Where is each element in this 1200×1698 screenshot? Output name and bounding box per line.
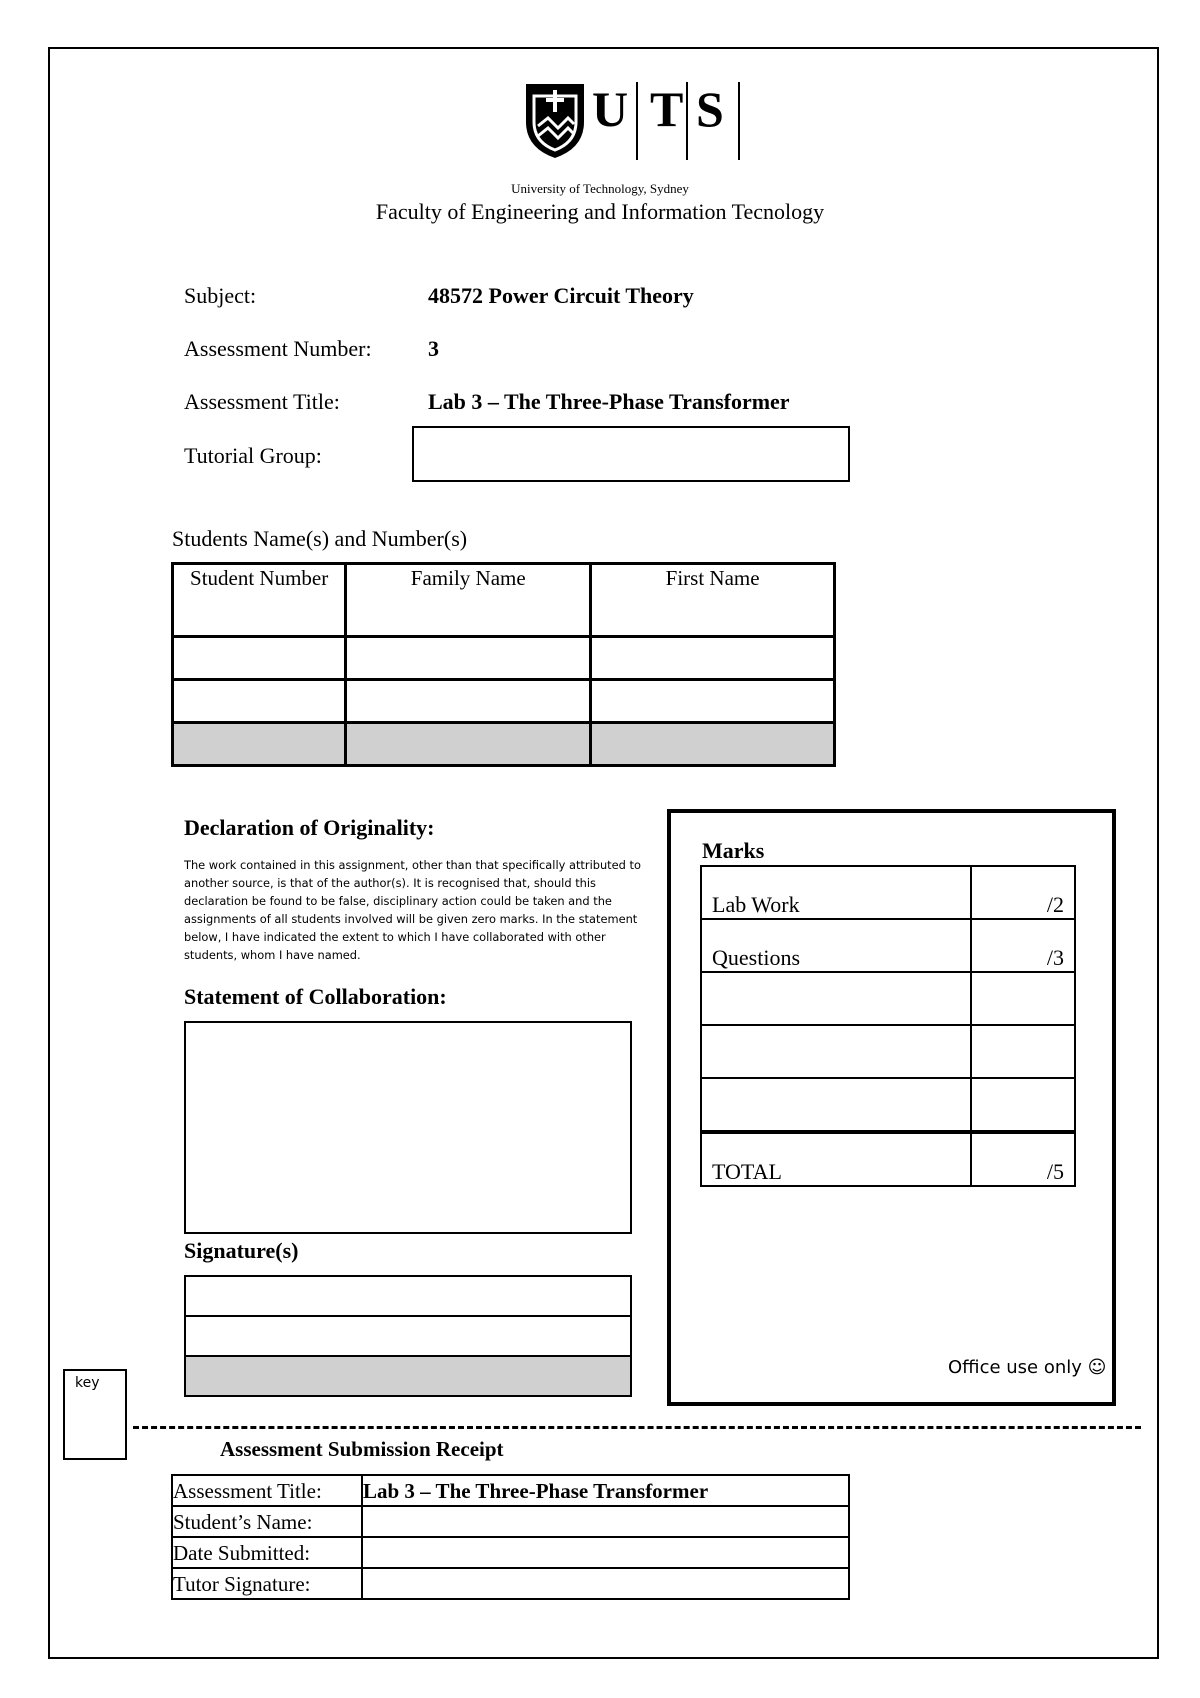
collaboration-statement-field[interactable] [184,1021,632,1234]
subject-value: 48572 Power Circuit Theory [428,283,694,308]
collaboration-heading: Statement of Collaboration: [184,984,447,1009]
marks-row [701,972,1075,1025]
receipt-value[interactable]: Lab 3 – The Three-Phase Transformer [362,1475,849,1506]
marks-row [701,1132,1075,1186]
receipt-value[interactable] [362,1568,849,1599]
receipt-label: Student’s Name: [172,1506,362,1537]
signature-field[interactable] [185,1356,631,1396]
marks-title: Marks [702,838,765,863]
signature-table [184,1275,632,1397]
table-row [172,1537,849,1568]
mark-label: Questions [701,919,971,972]
marks-row [701,919,1075,972]
mark-label: Lab Work [701,866,971,919]
mark-label [701,1078,971,1132]
family-name-cell[interactable] [346,723,591,766]
assessment-title-label: Assessment Title: [184,389,340,414]
mark-out-of[interactable] [971,1078,1075,1132]
mark-total-label: TOTAL [701,1132,971,1186]
table-row [173,723,835,766]
col-family-name: Family Name [346,564,591,637]
receipt-heading: Assessment Submission Receipt [220,1437,504,1461]
university-name: University of Technology, Sydney [511,181,689,196]
first-name-cell[interactable] [591,637,835,680]
key-box: key [63,1369,127,1460]
first-name-cell[interactable] [591,680,835,723]
tutorial-group-field[interactable] [412,426,850,482]
marks-table [700,865,1076,1187]
family-name-cell[interactable] [346,637,591,680]
receipt-table [171,1474,850,1600]
students-table [171,562,836,767]
mark-out-of[interactable]: /2 [971,866,1075,919]
receipt-label: Tutor Signature: [172,1568,362,1599]
declaration-text: The work contained in this assignment, other than that specifically attributed to another source, is that of the author(s). It is recognised that, should this declaration be found to be false, disciplinary action could be taken and the assignments of all students involved will be given zero marks. In the statement below, I have indicated the extent to which I have collaborated with other students, whom I have named. [184,858,641,962]
signature-field[interactable] [185,1276,631,1316]
col-first-name: First Name [591,564,835,637]
signature-heading: Signature(s) [184,1238,299,1263]
receipt-value[interactable] [362,1537,849,1568]
student-number-cell[interactable] [173,723,346,766]
faculty-name: Faculty of Engineering and Information Tecnology [375,199,825,224]
student-number-cell[interactable] [173,680,346,723]
mark-total[interactable]: /5 [971,1132,1075,1186]
table-row [172,1475,849,1506]
mark-label [701,972,971,1025]
marks-row [701,866,1075,919]
assessment-title-value: Lab 3 – The Three-Phase Transformer [428,389,790,414]
subject-label: Subject: [184,283,257,308]
first-name-cell[interactable] [591,723,835,766]
family-name-cell[interactable] [346,680,591,723]
table-row [172,1568,849,1599]
assessment-number-value: 3 [428,336,439,361]
assessment-number-label: Assessment Number: [184,336,372,361]
students-heading: Students Name(s) and Number(s) [172,526,468,551]
receipt-label: Assessment Title: [172,1475,362,1506]
tutorial-group-label: Tutorial Group: [184,443,322,468]
student-number-cell[interactable] [173,637,346,680]
receipt-label: Date Submitted: [172,1537,362,1568]
table-row [172,1506,849,1537]
signature-field[interactable] [185,1316,631,1356]
mark-out-of[interactable]: /3 [971,919,1075,972]
table-row [173,637,835,680]
col-student-number: Student Number [173,564,346,637]
uts-crest-icon [524,82,586,160]
mark-out-of[interactable] [971,1025,1075,1078]
office-use-note: Office use only ☺ [948,1357,1107,1378]
mark-out-of[interactable] [971,972,1075,1025]
cut-line [133,1426,1141,1429]
marks-row [701,1078,1075,1132]
declaration-heading: Declaration of Originality: [184,815,435,840]
mark-label [701,1025,971,1078]
uts-wordmark: U T S [592,80,742,158]
marks-row [701,1025,1075,1078]
table-row [173,680,835,723]
receipt-value[interactable] [362,1506,849,1537]
